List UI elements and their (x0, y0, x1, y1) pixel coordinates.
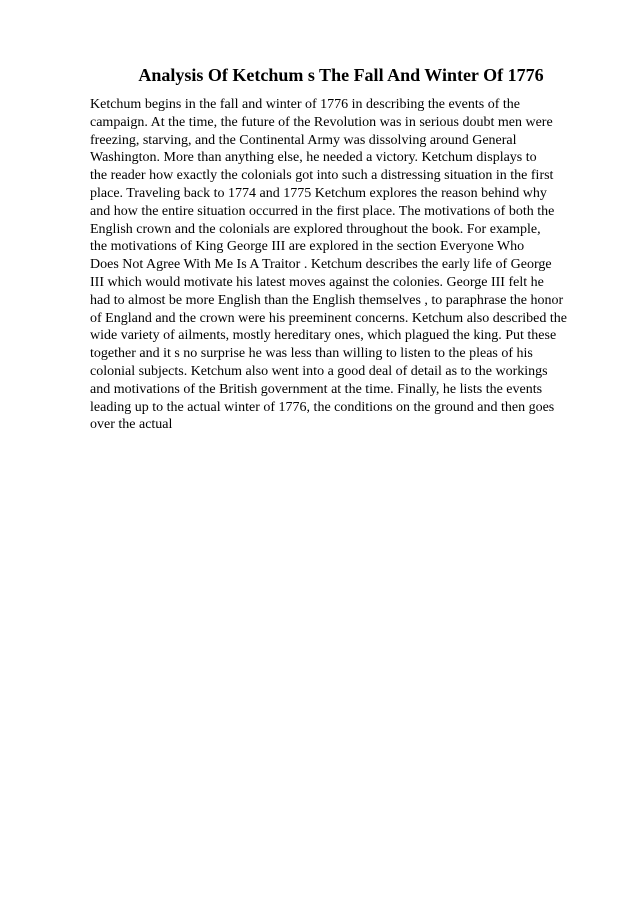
body-paragraph (90, 96, 600, 434)
text-line: III which would motivate his latest moves against the colonies. George III felt he (90, 274, 544, 290)
text-line: freezing, starving, and the Continental Army was dissolving around General (90, 132, 517, 148)
text-line: together and it s no surprise he was less than willing to listen to the pleas of his (90, 346, 533, 362)
text-line: the motivations of King George III are explored in the section Everyone Who (90, 239, 525, 255)
text-line: English crown and the colonials are explored throughout the book. For example, (90, 221, 541, 237)
document-title-text: Analysis Of Ketchum s The Fall And Winter Of 1776 (138, 65, 544, 85)
text-line: wide variety of ailments, mostly hereditary ones, which plagued the king. Put these (90, 328, 557, 344)
document-title (0, 64, 638, 86)
text-line: place. Traveling back to 1774 and 1775 Ketchum explores the reason behind why (90, 185, 547, 201)
text-line: leading up to the actual winter of 1776, the conditions on the ground and then goes (90, 399, 555, 415)
text-line: over the actual (90, 417, 173, 433)
text-line: of England and the crown were his preeminent concerns. Ketchum also described the (90, 310, 567, 326)
text-line: Washington. More than anything else, he needed a victory. Ketchum displays to (90, 150, 537, 166)
text-line: and how the entire situation occurred in the first place. The motivations of both the (90, 203, 555, 219)
text-line: campaign. At the time, the future of the Revolution was in serious doubt men were (90, 114, 553, 130)
text-line: had to almost be more English than the English themselves , to paraphrase the honor (90, 292, 564, 308)
text-line: Does Not Agree With Me Is A Traitor . Ketchum describes the early life of George (90, 257, 552, 273)
text-line: and motivations of the British government at the time. Finally, he lists the events (90, 381, 543, 397)
text-line: colonial subjects. Ketchum also went into a good deal of detail as to the workings (90, 363, 548, 379)
text-line: the reader how exactly the colonials got into such a distressing situation in the first (90, 168, 554, 184)
text-line: Ketchum begins in the fall and winter of 1776 in describing the events of the (90, 97, 521, 112)
